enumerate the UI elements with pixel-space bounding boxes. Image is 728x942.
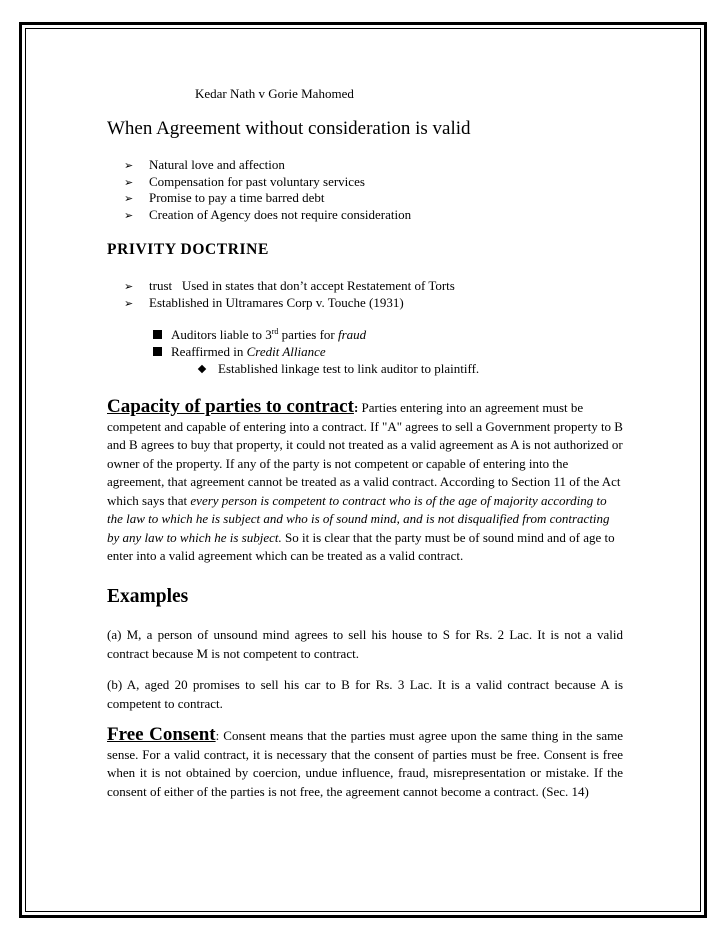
example-a: (a) M, a person of unsound mind agrees to sell his house to S for Rs. 2 Lac. It is not a valid contract because M is not competent to contract. <box>107 627 623 661</box>
arrow-bullet-icon: ➢ <box>124 176 134 189</box>
case-title: Kedar Nath v Gorie Mahomed <box>195 86 354 101</box>
capacity-heading: Capacity of parties to contract <box>107 396 354 417</box>
linkage-item: Established linkage test to link auditor to plaintiff. <box>199 361 479 377</box>
agreement-list <box>124 157 411 223</box>
list-item: Auditors liable to 3rd parties for fraud <box>153 326 366 343</box>
example-b: (b) A, aged 20 promises to sell his car to B for Rs. 3 Lac. It is a valid contract because A is competent to contract. <box>107 677 623 711</box>
free-consent-paragraph: Free Consent: Consent means that the parties must agree upon the same thing in the same sense. For a valid contract, it is necessary that the consent of parties must be free. Consent is free when it is not obtained by coercion, undue influence, fraud, misrepresentation or mistake. If the consent of either of the parties is not free, the agreement cannot become a contract. (Sec. 14) <box>107 724 623 799</box>
square-bullet-icon <box>153 330 162 339</box>
list-item: ➢ Creation of Agency does not require consideration <box>124 207 411 224</box>
list-item: ➢ Natural love and affection <box>124 157 411 174</box>
arrow-bullet-icon: ➢ <box>124 281 134 293</box>
arrow-bullet-icon: ➢ <box>124 193 134 205</box>
square-bullet-icon <box>153 347 162 356</box>
free-consent-heading: Free Consent <box>107 724 216 745</box>
privity-sublist <box>153 326 366 360</box>
privity-heading: PRIVITY DOCTRINE <box>107 241 269 258</box>
arrow-bullet-icon: ➢ <box>124 297 134 310</box>
diamond-bullet-icon <box>198 365 206 373</box>
capacity-paragraph: Capacity of parties to contract: Parties entering into an agreement must be competent and capable of entering into a contract. If "A" agrees to sell a Government property to B and B agrees to buy that property, it could not treated as a valid agreement as A is not authorized or owner of the property. If any of the party is not competent or capable of entering into the agreement, that agreement cannot be treated as a valid contract. According to Section 11 of the Act which says that every person is competent to contract who is of the age of majority according to the law to which he is subject and who is of sound mind, and is not disqualified from contracting by any law to which he is subject. So it is clear that the party must be of sound mind and of age to enter into a valid agreement which can be treated as a valid contract. <box>107 396 623 563</box>
list-item: ➢ Promise to pay a time barred debt <box>124 190 411 207</box>
list-item: ➢ Compensation for past voluntary services <box>124 174 411 191</box>
list-item: Reaffirmed in Credit Alliance <box>153 343 366 360</box>
examples-heading: Examples <box>107 586 189 607</box>
list-item: ➢ trust Used in states that don’t accept Restatement of Torts <box>124 278 455 295</box>
arrow-bullet-icon: ➢ <box>124 160 134 172</box>
list-item: ➢ Established in Ultramares Corp v. Touche (1931) <box>124 295 455 312</box>
agreement-heading: When Agreement without consideration is valid <box>107 118 471 139</box>
arrow-bullet-icon: ➢ <box>124 209 134 222</box>
privity-list <box>124 278 455 311</box>
